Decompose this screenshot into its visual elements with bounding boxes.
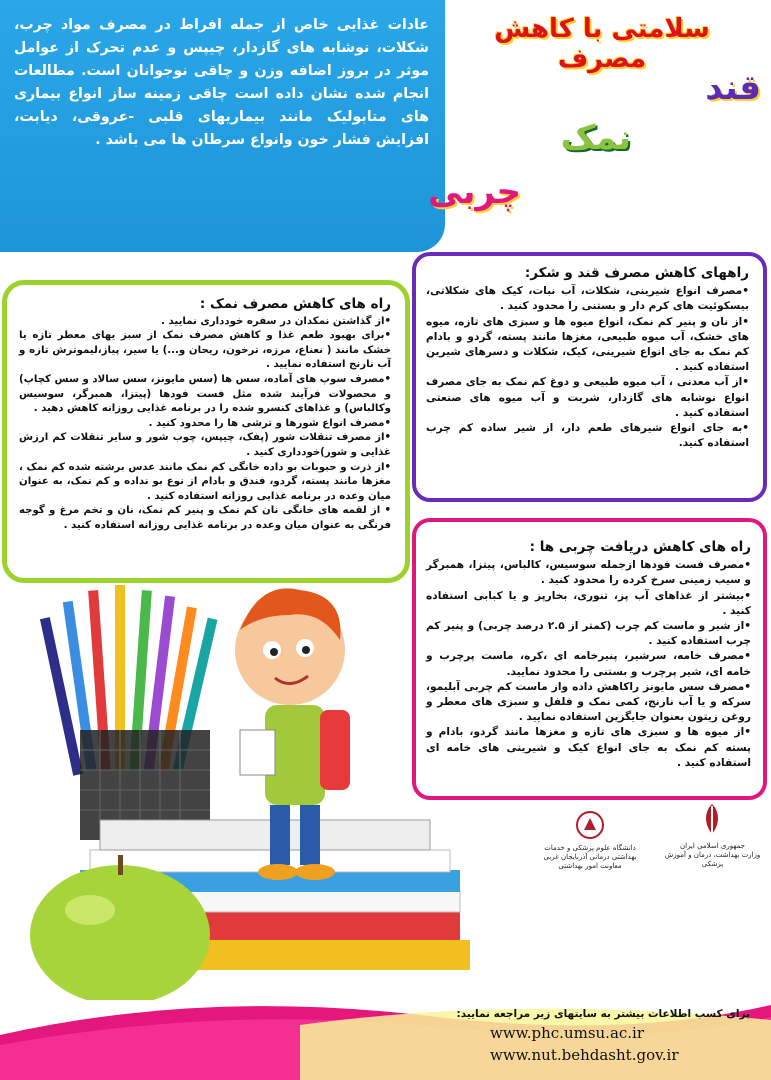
salt-tip: •برای بهبود طعم غذا و کاهش مصرف نمک از سبز یهای معطر تازه یا خشک مانند ( نعناع، مرزه، ترخون، ریحان و...) یا سیر، پیاز،لیموترش تازه و آب نارنج استفاده نمایید . xyxy=(19,330,391,371)
fat-tip: •از شیر و ماست کم چرب (کمتر از ۲.۵ درصد چربی) و پنیر کم چرب استفاده کنید . xyxy=(426,620,751,648)
sugar-tip: •از آب معدنی ، آب میوه طبیعی و دوغ کم نمک به جای مصرف انواع نوشابه های گازدار، شربت و آب میوه های صنعتی استفاده کنید . xyxy=(426,376,749,419)
fat-heading: راه های کاهش دریافت چربی ها : xyxy=(529,539,751,555)
salt-heading: راه های کاهش مصرف نمک : xyxy=(199,296,391,312)
salt-tip: •از ذرت و حبوبات بو داده خانگی کم نمک مانند عدس برشته شده کم نمک ، مغزها مانند پسته، گردو، فندق و بادام از نوع بو نداده و کم نمک، به عنوان میان وعده در برنامه غذایی روزانه استفاده کنید . xyxy=(19,461,391,502)
sugar-tip: •مصرف انواع شیرینی، شکلات، آب نبات، کیک های شکلاتی، بیسکوئیت های کرم دار و بستنی را محدود کنید . xyxy=(426,285,749,313)
footer xyxy=(330,1008,750,1064)
salt-tip: •از گذاشتن نمکدان در سفره خودداری نمایید . xyxy=(161,315,391,327)
title-fat: چربی xyxy=(428,172,521,212)
footer-link-phc[interactable]: www.phc.umsu.ac.ir xyxy=(490,1024,645,1042)
school-illustration xyxy=(0,560,520,1000)
title-salt: نمک xyxy=(560,118,631,158)
salt-tip: • از لقمه های خانگی نان کم نمک و پنیر کم نمک، نان و تخم مرغ و گوجه فرنگی به عنوان میان وعده در برنامه غذایی روزانه استفاده کنید . xyxy=(19,505,391,531)
sugar-tip: •به جای انواع شیرهای طعم دار، از شیر ساده کم چرب استفاده کنید. xyxy=(426,422,749,450)
fat-tip: •مصرف فست فودها ازجمله سوسیس، کالباس، پیتزا، همبرگر و سیب زمینی سرخ کرده را محدود کنید . xyxy=(426,559,751,587)
salt-tips-box xyxy=(2,280,410,583)
university-name: دانشگاه علوم پزشکی و خدمات بهداشتی درمانی آذربایجان غربی xyxy=(543,844,637,861)
fat-tip: •مصرف سس مایونز راکاهش داده واز ماست کم چربی آبلیمو، سرکه و یا آب نارنج، کمی نمک و فلفل و سبزی های معطر و روغن زیتون بعنوان جایگزین استفاده نمایید . xyxy=(426,680,751,724)
university-dept: معاونت امور بهداشتی xyxy=(558,862,622,870)
fat-tip: •بیشتر از غذاهای آب پز، تنوری، بخارپز و یا کبابی استفاده کنید . xyxy=(426,589,751,617)
fat-tip: •مصرف خامه، سرشیر، پنیرخامه ای ،کره، ماست پرچرب و خامه ای، شیر پرچرب و بستنی را محدود نمایید. xyxy=(426,650,751,678)
salt-tip: •مصرف سوپ های آماده، سس ها (سس مایونز، سس سالاد و سس کچاپ) و محصولات فرآیند شده مثل فست فودها (پیتزا، همبرگر، سوسیس وکالباس) و غذاهای کنسرو شده را در برنامه غذایی روزانه کاهش دهید . xyxy=(19,373,391,415)
iran-name: جمهوری اسلامی ایران xyxy=(680,842,745,850)
sugar-tip: •از نان و پنیر کم نمک، انواع میوه ها و سبزی های تازه، میوه های خشک، آب میوه طبیعی، مغزها مانند پسته، گردو و بادام کم نمک به جای انواع شیرینی، کیک، شکلات و دسرهای شیرین استفاده کنید . xyxy=(426,315,749,374)
intro-text: عادات غذایی خاص از جمله افراط در مصرف مواد چرب، شکلات، نوشابه های گازدار، چیپس و عدم تحرک از عوامل موثر در بروز اضافه وزن و چاقی نوجوانان است. مطالعات انجام شده نشان داده است چاقی زمینه ساز انواع بیماری های متابولیک مانند بیماریهای قلبی -عروقی، دیابت، افزایش فشار خون وانواع سرطان ها می باشد . xyxy=(14,17,429,148)
ministry-name: وزارت بهداشت، درمان و آموزش پزشکی xyxy=(664,851,761,868)
iran-emblem-icon xyxy=(660,800,765,838)
title-sugar: قند xyxy=(705,68,761,108)
poster-title: سلامتی با کاهش مصرف xyxy=(494,14,710,74)
salt-tip: •از مصرف تنقلات شور (پفک، چیپس، چوب شور و سایر تنقلات کم ارزش غذایی و شور)خودداری کنید . xyxy=(19,432,391,458)
university-emblem-icon xyxy=(535,810,645,840)
fat-tip: •از میوه ها و سبزی های تازه و مغزها مانند گردو، بادام و پسته کم نمک به جای انواع کیک و شیرینی های خامه ای استفاده کنید . xyxy=(426,726,751,769)
sugar-heading: راههای کاهش مصرف قند و شکر: xyxy=(524,265,749,281)
footer-note: برای کسب اطلاعات بیشتر به سایتهای زیر مراجعه نمایید: xyxy=(456,1008,750,1020)
sugar-tips-box xyxy=(412,252,767,502)
university-logo xyxy=(535,810,645,870)
salt-tip: •مصرف انواع شورها و ترشی ها را محدود کنید . xyxy=(148,417,391,429)
footer-link-nut[interactable]: www.nut.behdasht.gov.ir xyxy=(490,1046,679,1064)
ministry-logo xyxy=(660,800,765,875)
intro-panel xyxy=(0,0,445,252)
